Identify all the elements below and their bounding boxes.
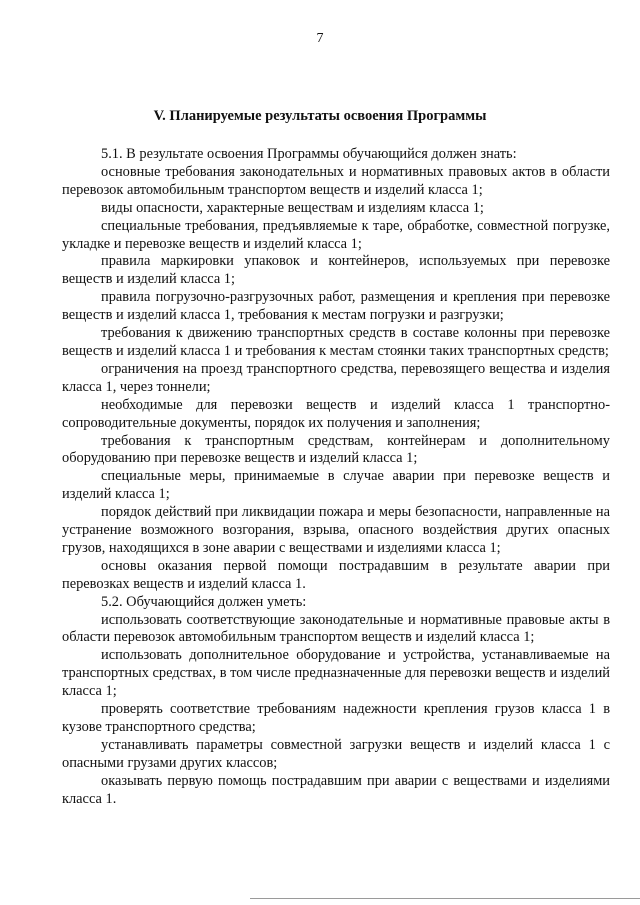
document-body (62, 146, 610, 809)
paragraph: специальные меры, принимаемые в случае аварии при перевозке веществ и изделий класса 1; (62, 468, 610, 503)
paragraph: необходимые для перевозки веществ и изделий класса 1 транспортно-сопроводительные документы, порядок их получения и заполнения; (62, 396, 610, 431)
paragraph: использовать дополнительное оборудование и устройства, устанавливаемые на транспортных средствах, в том числе предназначенные для перевозки веществ и изделий класса 1; (62, 647, 610, 700)
paragraph: правила маркировки упаковок и контейнеров, используемых при перевозке веществ и изделий класса 1; (62, 253, 610, 288)
paragraph: ограничения на проезд транспортного средства, перевозящего вещества и изделия класса 1, через тоннели; (62, 360, 610, 395)
section-title: V. Планируемые результаты освоения Программы (153, 108, 487, 124)
paragraph: требования к движению транспортных средств в составе колонны при перевозке веществ и изделий класса 1 и требования к местам стоянки таких транспортных средств; (62, 325, 610, 359)
paragraph: проверять соответствие требованиям надежности крепления грузов класса 1 в кузове транспортного средства; (62, 701, 610, 735)
paragraph: основы оказания первой помощи пострадавшим в результате аварии при перевозках веществ и изделий класса 1. (62, 557, 610, 592)
paragraph: оказывать первую помощь пострадавшим при аварии с веществами и изделиями класса 1. (62, 772, 610, 807)
paragraph: правила погрузочно-разгрузочных работ, размещения и крепления при перевозке веществ и изделий класса 1, требования к местам погрузки и разгрузки; (62, 289, 610, 324)
paragraph: использовать соответствующие законодательные и нормативные правовые акты в области перевозок автомобильным транспортом веществ и изделий класса 1; (62, 611, 610, 646)
paragraph: устанавливать параметры совместной загрузки веществ и изделий класса 1 с опасными грузами других классов; (62, 736, 610, 771)
paragraph: основные требования законодательных и нормативных правовых актов в области перевозок автомобильным транспортом веществ и изделий класса 1; (62, 163, 610, 198)
paragraph: порядок действий при ликвидации пожара и меры безопасности, направленные на устранение возможного возгорания, взрыва, опасного воздействия других опасных грузов, находящихся в зоне аварии с веществами и изделиями класса 1; (62, 504, 610, 556)
paragraph: 5.1. В результате освоения Программы обучающийся должен знать: (101, 146, 517, 162)
paragraph: 5.2. Обучающийся должен уметь: (101, 593, 307, 610)
paragraph: требования к транспортным средствам, контейнерам и дополнительному оборудованию при перевозке веществ и изделий класса 1; (62, 432, 610, 467)
scan-edge-divider (250, 898, 640, 899)
paragraph: виды опасности, характерные веществам и изделиям класса 1; (101, 199, 484, 216)
paragraph: специальные требования, предъявляемые к таре, обработке, совместной погрузке, укладке и перевозке веществ и изделий класса 1; (62, 217, 610, 252)
page-number: 7 (316, 31, 324, 46)
